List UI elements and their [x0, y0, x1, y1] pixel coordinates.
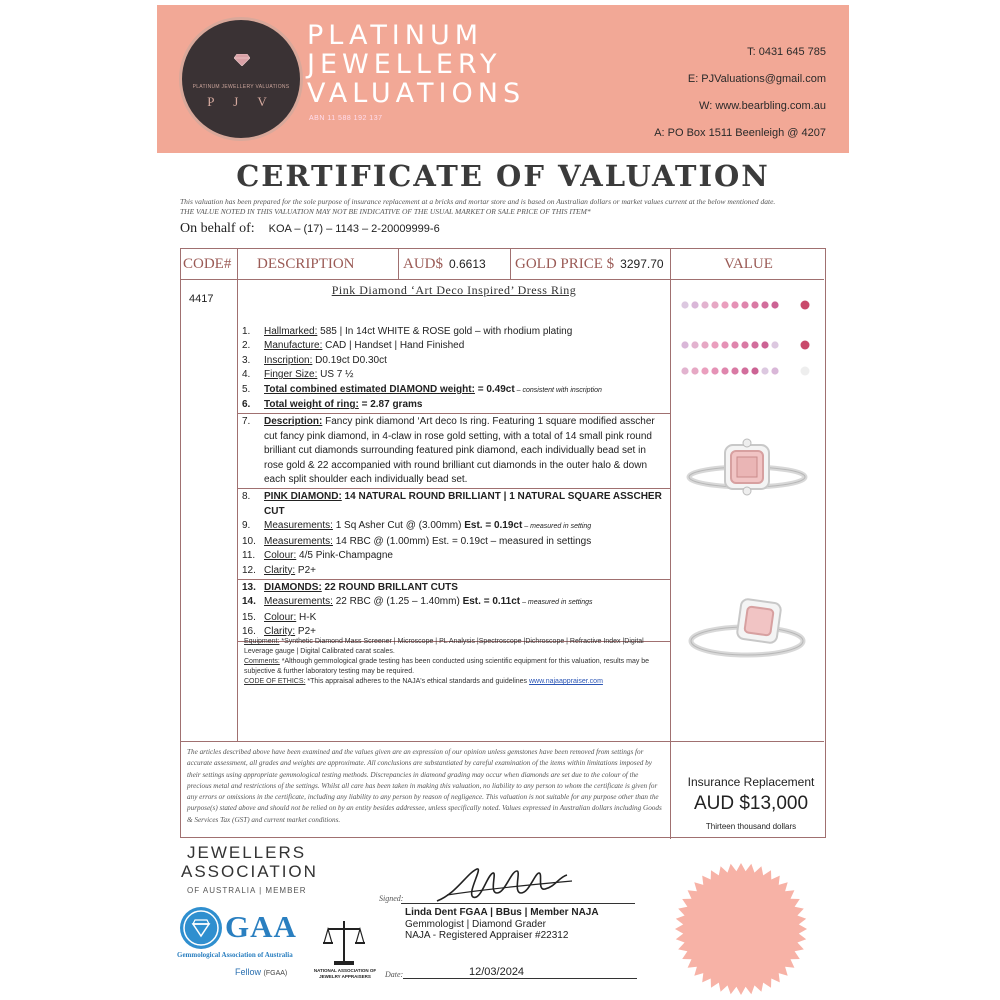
insurance-amount: AUD $13,000: [693, 793, 809, 814]
equipment-label: Equipment:: [244, 638, 280, 645]
list-item: [242, 611, 667, 625]
jaa-line-3: OF AUSTRALIA | MEMBER: [187, 886, 307, 895]
item-value: = 0.49ct: [474, 383, 515, 395]
testing-notes: [244, 637, 664, 687]
colour-swatch: [761, 367, 768, 374]
description-cell: [238, 279, 670, 741]
item-value: US 7 ½: [317, 369, 354, 381]
ethics-note: [244, 677, 664, 687]
list-item: [242, 564, 667, 578]
item-label: Total combined estimated DIAMOND weight:: [264, 383, 475, 395]
colour-swatch: [721, 367, 728, 374]
date-label: Date:: [385, 970, 404, 979]
list-item: [242, 398, 667, 412]
item-number: 15.: [242, 611, 256, 623]
item-value: 22 ROUND BRILLANT CUTS: [321, 581, 458, 593]
list-item: [242, 519, 667, 534]
item-value: CAD | Handset | Hand Finished: [322, 340, 465, 352]
code-header: CODE#: [183, 256, 232, 272]
item-label: Measurements:: [264, 535, 333, 547]
colour-swatch: [761, 341, 768, 348]
colour-swatch: [771, 367, 778, 374]
item-number: 1.: [242, 326, 251, 337]
contact-address: A: PO Box 1511 Beenleigh @ 4207: [654, 127, 826, 139]
item-note: – consistent with inscription: [514, 386, 602, 394]
item-number: 7.: [242, 416, 251, 428]
gaa-logo-text: GAA: [225, 909, 297, 944]
company-logo: [179, 17, 303, 141]
date-line: [403, 978, 637, 979]
list-item: [242, 325, 667, 339]
item-value: = 2.87 grams: [358, 399, 423, 411]
value-header: VALUE: [724, 256, 773, 272]
comments-text: *Although gemmological grade testing has been conducted using scientific equipment for this valuation, results may be subjective & further laboratory testing may be required.: [244, 658, 650, 675]
item-number: 14.: [242, 596, 256, 608]
item-label: Finger Size:: [264, 369, 318, 381]
item-label: DIAMONDS:: [264, 581, 322, 593]
aud-label: AUD$: [403, 256, 443, 272]
item-label: Measurements:: [264, 520, 333, 532]
brand-line-2: JEWELLERY: [307, 49, 502, 80]
fellow-abbreviation: (FGAA): [263, 970, 288, 977]
signer-registration: NAJA - Registered Appraiser #22312: [405, 930, 569, 941]
signer-title: Gemmologist | Diamond Grader: [405, 918, 546, 930]
item-label: Colour:: [264, 611, 297, 623]
item-number: 8.: [242, 491, 251, 503]
item-label: Colour:: [264, 550, 297, 562]
on-behalf-of: [180, 221, 440, 237]
item-value: D0.19ct D0.30ct: [312, 354, 387, 366]
jaa-logo: [181, 843, 318, 900]
item-number: 2.: [242, 340, 251, 352]
signer-details: [405, 907, 599, 942]
colour-swatch: [751, 367, 758, 374]
desc-col-divider: [398, 249, 399, 279]
list-item: [242, 535, 667, 549]
item-number: 9.: [242, 520, 251, 532]
item-code: 4417: [189, 293, 214, 305]
company-seal: [671, 859, 811, 999]
item-estimate: Est. = 0.11ct: [462, 596, 521, 608]
colour-swatch: [751, 301, 758, 308]
item-label: Manufacture:: [264, 340, 323, 352]
logo-monogram: P J V: [207, 94, 275, 109]
colour-swatch: [711, 301, 718, 308]
value-cell: [671, 279, 824, 741]
item-label: Hallmarked:: [264, 326, 318, 337]
item-number: 13.: [242, 581, 256, 593]
colour-swatch: [691, 367, 698, 374]
on-behalf-label: On behalf of:: [180, 221, 255, 236]
colour-swatch: [761, 301, 768, 308]
colour-swatch: [701, 341, 708, 348]
comments-label: Comments:: [244, 658, 280, 665]
item-value: 22 RBC @ (1.25 – 1.40mm): [332, 596, 463, 608]
document-title: CERTIFICATE OF VALUATION: [236, 159, 770, 193]
signer-name: Linda Dent FGAA | BBus | Member NAJA: [405, 907, 599, 918]
item-label: Description:: [264, 416, 323, 428]
colour-swatch: [771, 341, 778, 348]
colour-swatch: [801, 367, 810, 376]
item-list: [242, 325, 667, 643]
jaa-line-2: ASSOCIATION: [181, 862, 318, 881]
contact-email: E: PJValuations@gmail.com: [687, 73, 826, 85]
date-value: 12/03/2024: [469, 966, 525, 978]
equipment-note: [244, 637, 664, 657]
item-value: H-K: [296, 611, 317, 623]
item-number: 10.: [242, 535, 256, 547]
gold-price-label: GOLD PRICE $: [515, 256, 615, 272]
gaa-emblem-icon: [180, 907, 222, 949]
item-value: P2+: [295, 626, 316, 638]
item-number: 3.: [242, 354, 251, 366]
valuation-table: [180, 248, 826, 838]
colour-swatch: [731, 341, 738, 348]
item-number: 12.: [242, 564, 256, 576]
item-label: PINK DIAMOND:: [264, 491, 342, 503]
colour-swatch: [741, 301, 748, 308]
colour-swatch: [731, 301, 738, 308]
list-item: [242, 415, 667, 487]
logo-text: PLATINUM JEWELLERY VALUATIONS: [192, 84, 290, 90]
item-label: Clarity:: [264, 626, 296, 638]
seal-shape: [675, 863, 807, 995]
brand-name: [307, 21, 525, 108]
item-note: – measured in setting: [522, 523, 592, 531]
abn-number: ABN 11 588 192 137: [309, 115, 383, 122]
header-banner: [157, 5, 849, 153]
intro-line-1: This valuation has been prepared for the sole purpose of insurance replacement at a bricks and mortar store and is based on Australian dollars or market values current at the below mentioned date.: [180, 197, 776, 206]
colour-swatch: [691, 301, 698, 308]
item-value: 1 Sq Asher Cut @ (3.00mm): [332, 520, 465, 532]
contact-phone: T: 0431 645 785: [747, 46, 826, 58]
list-item: [242, 339, 667, 353]
item-number: 11.: [242, 550, 256, 562]
insurance-label: Insurance Replacement: [687, 775, 815, 789]
on-behalf-value: KOA – (17) – 1143 – 2-20009999-6: [268, 223, 440, 235]
body-divider: [181, 741, 824, 742]
naja-logo-text: NATIONAL ASSOCIATION OF JEWELRY APPRAISERS: [313, 968, 377, 979]
colour-swatch: [691, 341, 698, 348]
item-label: Clarity:: [264, 564, 296, 576]
fellow-label: Fellow: [235, 967, 262, 977]
item-label: Total weight of ring:: [264, 399, 359, 411]
ring-photo-top: [685, 429, 809, 515]
aud-col-divider: [510, 249, 511, 279]
scales-of-justice-icon: [322, 917, 366, 967]
colour-swatch: [771, 301, 778, 308]
colour-swatch: [701, 301, 708, 308]
description-header: DESCRIPTION: [257, 256, 355, 272]
insurance-amount-words: Thirteen thousand dollars: [705, 822, 797, 831]
item-label: Measurements:: [264, 596, 333, 608]
list-item: [242, 581, 667, 595]
brand-line-1: PLATINUM: [307, 20, 484, 51]
colour-swatch: [701, 367, 708, 374]
diamond-icon: [234, 54, 250, 66]
colour-swatch: [801, 341, 810, 350]
ethics-label: CODE OF ETHICS:: [244, 678, 306, 685]
aud-header: [403, 249, 486, 279]
fellow-title: [235, 967, 287, 977]
naja-link[interactable]: www.najaappraiser.com: [528, 678, 603, 685]
item-label: Inscription:: [264, 354, 313, 366]
list-item: [242, 383, 667, 398]
brand-line-3: VALUATIONS: [307, 78, 526, 109]
jaa-line-1: JEWELLERS: [187, 843, 307, 862]
item-value: 14 NATURAL ROUND BRILLIANT | 1 NATURAL SQUARE ASSCHER CUT: [264, 491, 662, 517]
contact-web: W: www.bearbling.com.au: [699, 100, 826, 112]
equipment-text: *Synthetic Diamond Mass Screener | Microscope | PL Analysis |Spectroscope |Dichroscope | Refractive Index |Digital Leverage gauge | Digital Calibrated carat scales.: [244, 638, 644, 655]
comments-note: [244, 657, 664, 677]
item-value: P2+: [295, 564, 316, 576]
item-number: 4.: [242, 369, 251, 381]
gold-price-value: 3297.70: [620, 257, 664, 271]
valuation-disclaimer: The articles described above have been examined and the values given are an expression of our opinion unless gemstones have been removed from settings for accurate assessment, all grades and weights are approximate. All conclusions are substantiated by careful examination of the items within limitations imposed by their settings using appropriate gemmological testing methods. Discrepancies in diamond grading may occur when diamonds are set due to the colour of the precious metal and restrictions of the settings. Whilst all care has been taken in making this valuation, no liability to any person to whom the certificate is given for any errors or omissions in the certificate, including any liability to any person by reason of negligence. This valuation is not suitable for any purpose other than the purpose(s) stated above and should not be relied on by an entity besides addressee, unless specifically noted. Values expressed in Australian dollars including Goods & Services Tax (GST) and current market conditions.: [187, 748, 662, 824]
item-number: 16.: [242, 626, 256, 638]
list-item: [242, 549, 667, 563]
ring-photo-side: [685, 589, 809, 679]
signed-label: Signed:: [379, 894, 404, 903]
gold-price-header: [515, 249, 664, 279]
intro-line-2: THE VALUE NOTED IN THIS VALUATION MAY NOT BE INDICATIVE OF THE USUAL MARKET OR SALE PRICE OF THIS ITEM*: [180, 207, 591, 216]
list-item: [242, 368, 667, 382]
colour-swatch: [741, 367, 748, 374]
colour-swatch: [751, 341, 758, 348]
colour-swatch: [711, 367, 718, 374]
item-number: 5.: [242, 383, 251, 395]
colour-swatch: [681, 341, 688, 348]
signature-line: [401, 903, 635, 904]
item-value: Fancy pink diamond ‘Art deco Is ring. Featuring 1 square modified asscher cut fancy pink diamond, in 4-claw in rose gold setting, with a total of 14 small pink round brilliant cut diamonds surrounding featured pink diamond, each individually bead set in rose gold & 22 accompanied with round brilliant cut diamonds in the outer halo & down each split shoulder each individually bead set.: [264, 416, 655, 486]
list-item: [242, 354, 667, 368]
colour-swatch: [711, 341, 718, 348]
divider: [238, 579, 671, 580]
colour-swatch: [681, 367, 688, 374]
aud-value: 0.6613: [449, 257, 486, 271]
diamond-colour-chart: [679, 287, 817, 387]
signature: [427, 863, 577, 907]
contact-details: [654, 39, 826, 147]
item-value: 4/5 Pink-Champagne: [296, 550, 393, 562]
ring-title: Pink Diamond ‘Art Deco Inspired’ Dress Ring: [331, 283, 577, 297]
colour-swatch: [721, 301, 728, 308]
list-item: [242, 595, 667, 610]
item-value: 585 | In 14ct WHITE & ROSE gold – with rhodium plating: [317, 326, 573, 337]
colour-swatch: [681, 301, 688, 308]
item-value: 14 RBC @ (1.00mm) Est. = 0.19ct – measured in settings: [332, 535, 592, 547]
item-note: – measured in settings: [520, 599, 593, 607]
colour-swatch: [801, 301, 810, 310]
intro-disclaimer: [180, 197, 840, 217]
colour-swatch: [721, 341, 728, 348]
divider: [238, 413, 671, 414]
item-estimate: Est. = 0.19ct: [464, 520, 523, 532]
list-item: [242, 490, 667, 519]
item-number: 6.: [242, 399, 251, 411]
divider: [238, 488, 671, 489]
colour-swatch: [741, 341, 748, 348]
ethics-text: *This appraisal adheres to the NAJA's ethical standards and guidelines: [305, 678, 529, 685]
colour-swatch: [731, 367, 738, 374]
gaa-full-name: Gemmological Association of Australia: [177, 951, 293, 959]
certificate-page: [157, 5, 849, 995]
